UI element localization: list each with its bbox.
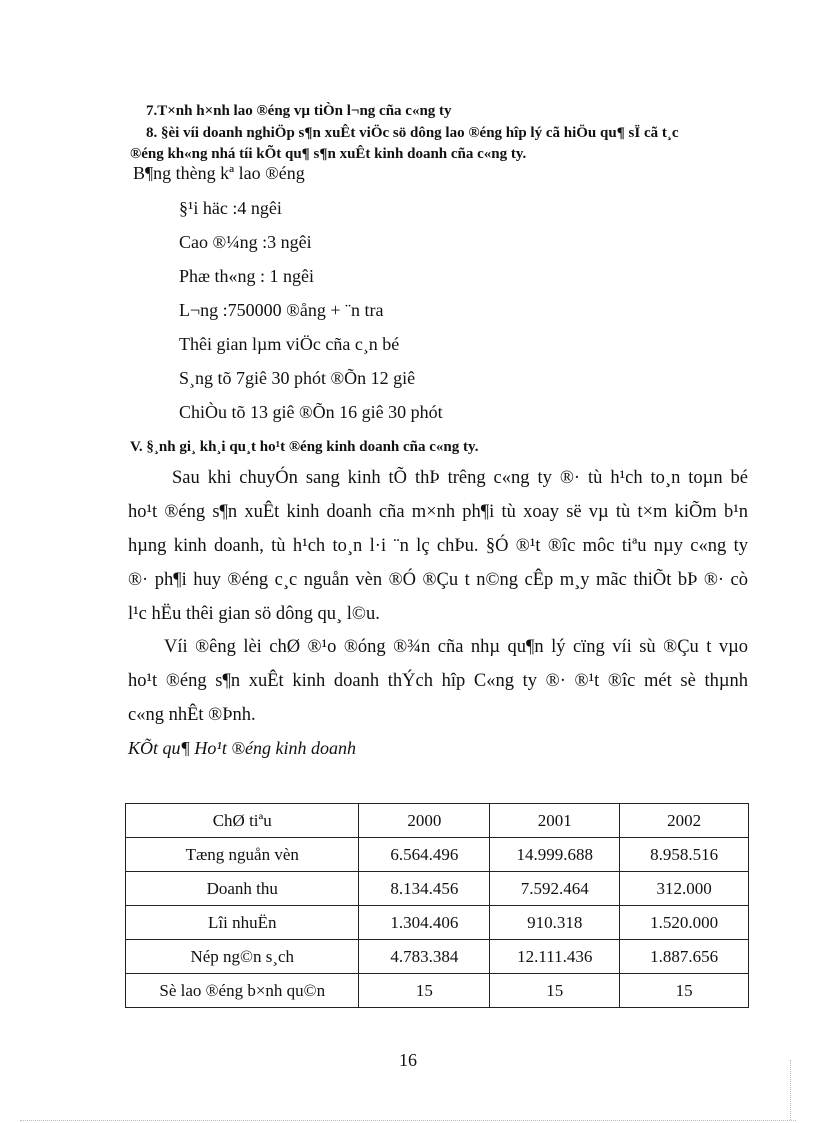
table-cell: Tæng nguån vèn bbox=[126, 838, 359, 872]
paragraph-line: ®· ph¶i huy ®éng c¸c nguån vèn ®Ó ®Çu t n©ng cÊp m¸y mãc thiÕt bÞ ®· cò bbox=[128, 570, 748, 590]
item-7-heading: 7.T×nh h×nh lao ®éng vµ tiÒn l¬ng cña c«ng ty bbox=[146, 103, 452, 119]
table-cell: Doanh thu bbox=[126, 872, 359, 906]
table-row bbox=[126, 906, 749, 940]
item-8-line-2: ®éng kh«ng nhá tíi kÕt qu¶ s¶n xuÊt kinh doanh cña c«ng ty. bbox=[130, 146, 527, 162]
table-cell: 910.318 bbox=[490, 906, 620, 940]
paragraph-1 bbox=[128, 461, 748, 631]
table-header-row bbox=[126, 804, 749, 838]
staff-table-intro: B¶ng thèng kª lao ®éng bbox=[133, 163, 305, 183]
staff-item: Thêi gian lµm viÖc cña c¸n bé bbox=[179, 334, 400, 354]
table-cell: Sè lao ®éng b×nh qu©n bbox=[126, 974, 359, 1008]
paragraph-line: ho¹t ®éng s¶n xuÊt kinh doanh thÝch hîp C«ng ty ®· ®¹t ®îc mét sè thµnh bbox=[128, 671, 748, 691]
page-border-dotted bbox=[20, 1120, 796, 1121]
paragraph-line: c«ng nhÊt ®Þnh. bbox=[128, 705, 256, 725]
staff-item: S¸ng tõ 7giê 30 phót ®Õn 12 giê bbox=[179, 368, 416, 388]
paragraph-line: Sau khi chuyÓn sang kinh tÕ thÞ trêng c«ng ty ®· tù h¹ch to¸n toµn bé bbox=[172, 468, 748, 488]
item-8-line-1: 8. §èi víi doanh nghiÖp s¶n xuÊt viÖc sö dông lao ®éng hîp lý cã hiÖu qu¶ sÏ cã t¸c bbox=[146, 125, 679, 141]
staff-item: L¬ng :750000 ®ång + ¨n tra bbox=[179, 300, 384, 320]
table-title: KÕt qu¶ Ho¹t ®éng kinh doanh bbox=[128, 738, 356, 758]
table-cell: 15 bbox=[359, 974, 490, 1008]
paragraph-line: hµng kinh doanh, tù h¹ch to¸n l·i ¨n lç chÞu. §Ó ®¹t ®îc môc tiªu nµy c«ng ty bbox=[128, 536, 748, 556]
staff-item: Phæ th«ng : 1 ngêi bbox=[179, 266, 315, 286]
header-cell: 2000 bbox=[359, 804, 490, 838]
header-cell: 2001 bbox=[490, 804, 620, 838]
table-cell: 1.887.656 bbox=[620, 940, 749, 974]
table-cell: Nép ng©n s¸ch bbox=[126, 940, 359, 974]
results-table bbox=[125, 803, 749, 1008]
table-cell: 1.304.406 bbox=[359, 906, 490, 940]
table-cell: 8.958.516 bbox=[620, 838, 749, 872]
table-row bbox=[126, 838, 749, 872]
table-cell: 14.999.688 bbox=[490, 838, 620, 872]
table-cell: 4.783.384 bbox=[359, 940, 490, 974]
header-cell: ChØ tiªu bbox=[126, 804, 359, 838]
table-cell: 8.134.456 bbox=[359, 872, 490, 906]
table-cell: 312.000 bbox=[620, 872, 749, 906]
table-row bbox=[126, 940, 749, 974]
staff-item: ChiÒu tõ 13 giê ®Õn 16 giê 30 phót bbox=[179, 402, 443, 422]
paragraph-line: Víi ®êng lèi chØ ®¹o ®óng ®¾n cña nhµ qu¶n lý cïng víi sù ®Çu t vµo bbox=[164, 637, 748, 657]
table-cell: 15 bbox=[490, 974, 620, 1008]
staff-item: §¹i häc :4 ngêi bbox=[179, 198, 282, 218]
table-cell: 12.111.436 bbox=[490, 940, 620, 974]
section-v-heading: V. §¸nh gi¸ kh¸i qu¸t ho¹t ®éng kinh doanh cña c«ng ty. bbox=[130, 439, 479, 455]
paragraph-2 bbox=[128, 630, 748, 732]
table-cell: 15 bbox=[620, 974, 749, 1008]
table-cell: Lîi nhuËn bbox=[126, 906, 359, 940]
paragraph-line: l¹c hËu thêi gian sö dông qu¸ l©u. bbox=[128, 604, 380, 624]
page-border-dotted-vertical bbox=[790, 1060, 791, 1120]
table-cell: 1.520.000 bbox=[620, 906, 749, 940]
table-cell: 6.564.496 bbox=[359, 838, 490, 872]
table-row bbox=[126, 872, 749, 906]
staff-item: Cao ®¼ng :3 ngêi bbox=[179, 232, 312, 252]
page-number: 16 bbox=[399, 1050, 417, 1070]
paragraph-line: ho¹t ®éng s¶n xuÊt kinh doanh cña m×nh ph¶i tù xoay së vµ tù t×m kiÕm b¹n bbox=[128, 502, 748, 522]
table-row bbox=[126, 974, 749, 1008]
table-cell: 7.592.464 bbox=[490, 872, 620, 906]
header-cell: 2002 bbox=[620, 804, 749, 838]
